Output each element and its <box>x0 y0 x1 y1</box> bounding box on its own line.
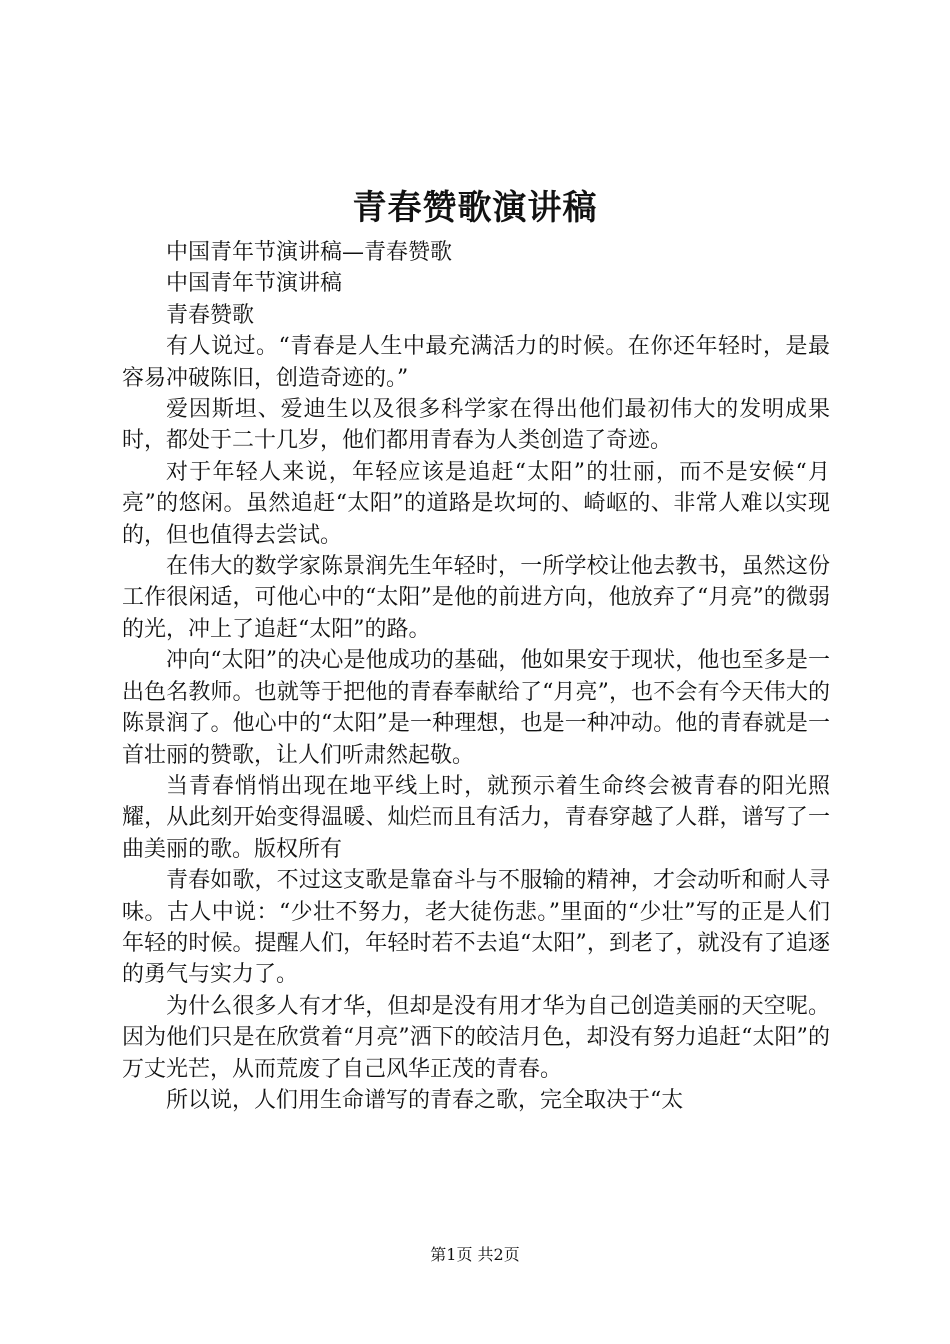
paragraph: 青春如歌，不过这支歌是靠奋斗与不服输的精神，才会动听和耐人寻味。古人中说：“少壮不努力，老大徒伤悲。”里面的“少壮”写的正是人们年轻的时候。提醒人们，年轻时若不去追“太阳”，到老了，就没有了追逐的勇气与实力了。 <box>122 868 830 988</box>
paragraph: 青春赞歌 <box>166 302 255 328</box>
paragraph: 在伟大的数学家陈景润先生年轻时，一所学校让他去教书，虽然这份工作很闲适，可他心中的“太阳”是他的前进方向，他放弃了“月亮”的微弱的光，冲上了追赶“太阳”的路。 <box>122 554 830 642</box>
page-footer: 第1页 共2页 <box>430 1245 520 1264</box>
paragraph: 爱因斯坦、爱迪生以及很多科学家在得出他们最初伟大的发明成果时，都处于二十几岁，他们都用青春为人类创造了奇迹。 <box>122 397 830 454</box>
document-title: 青春赞歌演讲稿 <box>352 188 598 228</box>
paragraph: 为什么很多人有才华，但却是没有用才华为自己创造美丽的天空呢。因为他们只是在欣赏着“月亮”洒下的皎洁月色，却没有努力追赶“太阳”的万丈光芒，从而荒废了自己风华正茂的青春。 <box>122 993 830 1082</box>
paragraph: 当青春悄悄出现在地平线上时，就预示着生命终会被青春的阳光照耀，从此刻开始变得温暖、灿烂而且有活力，青春穿越了人群，谱写了一曲美丽的歌。版权所有 <box>122 773 830 862</box>
paragraph: 冲向“太阳”的决心是他成功的基础，他如果安于现状，他也至多是一出色名教师。也就等于把他的青春奉献给了“月亮”，也不会有今天伟大的陈景润了。他心中的“太阳”是一种理想，也是一种冲动。他的青春就是一首壮丽的赞歌，让人们听肃然起敬。 <box>122 648 830 768</box>
paragraph: 中国青年节演讲稿 <box>166 271 343 297</box>
paragraph: 所以说，人们用生命谱写的青春之歌，完全取决于“太 <box>166 1087 684 1113</box>
paragraph: 中国青年节演讲稿—青春赞歌 <box>166 240 453 265</box>
document-body <box>122 237 830 1116</box>
paragraph: 对于年轻人来说，年轻应该是追赶“太阳”的壮丽，而不是安候“月亮”的悠闲。虽然追赶“太阳”的道路是坎坷的、崎岖的、非常人难以实现的，但也值得去尝试。 <box>122 459 830 548</box>
paragraph: 有人说过。“青春是人生中最充满活力的时候。在你还年轻时，是最容易冲破陈旧，创造奇迹的。” <box>122 334 830 391</box>
